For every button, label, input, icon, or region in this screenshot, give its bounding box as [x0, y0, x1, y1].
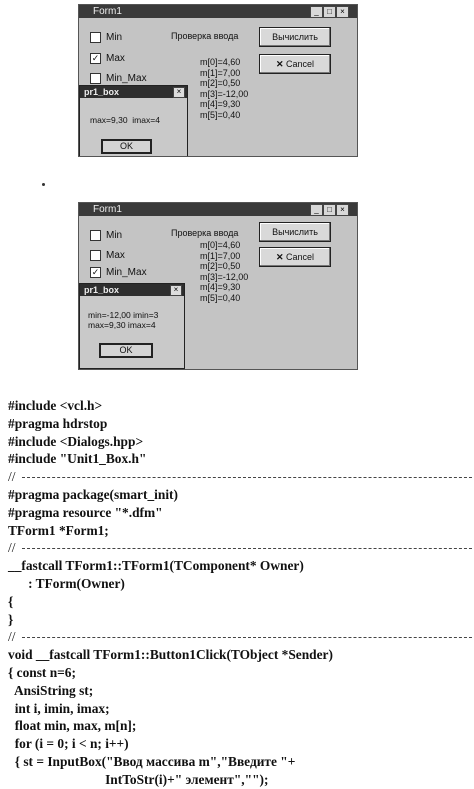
checkmark-icon: ✓ [91, 53, 100, 63]
array-item: m[2]=0,50 [200, 78, 241, 89]
code-line: for (i = 0; i < n; i++) [8, 736, 129, 752]
dialog-titlebar [80, 284, 184, 296]
array-item: m[2]=0,50 [200, 261, 241, 272]
code-separator: // [8, 539, 468, 557]
maximize-button[interactable]: □ [323, 204, 336, 216]
checkbox-max[interactable] [90, 53, 125, 65]
checkbox-label: Max [106, 53, 125, 65]
stray-dot [42, 183, 45, 186]
array-item: m[5]=0,40 [200, 292, 241, 303]
maximize-button[interactable]: □ [323, 6, 336, 18]
code-line: __fastcall TForm1::TForm1(TComponent* Owner) [8, 558, 304, 574]
array-values [200, 57, 248, 121]
compute-button[interactable]: Вычислить [259, 27, 331, 47]
ok-button[interactable]: OK [101, 139, 152, 154]
form-screenshot-2 [78, 202, 358, 370]
checkbox-label: Min_Max [106, 267, 147, 279]
code-separator: // [8, 628, 468, 646]
array-values [200, 240, 248, 304]
code-line: #pragma resource "*.dfm" [8, 504, 163, 520]
code-line: #pragma package(smart_init) [8, 486, 178, 502]
array-item: m[1]=7,00 [200, 250, 241, 261]
cancel-label: Cancel [286, 59, 315, 69]
window-title: Form1 [93, 6, 122, 17]
code-separator: // [8, 468, 468, 486]
checkbox-box [90, 73, 101, 84]
code-line: } [8, 611, 14, 627]
code-line: int i, imin, imax; [8, 700, 110, 716]
checkbox-max[interactable] [90, 250, 125, 262]
cancel-x-icon: ✕ [275, 59, 284, 69]
ok-button[interactable]: OK [99, 343, 153, 358]
dialog-title: pr1_box [84, 87, 120, 97]
code-line: { [8, 593, 14, 609]
code-line: #pragma hdrstop [8, 415, 108, 431]
checkbox-box [90, 32, 101, 43]
array-item: m[3]=-12,00 [200, 88, 249, 99]
array-item: m[4]=9,30 [200, 282, 241, 293]
checkbox-min[interactable] [90, 32, 122, 44]
dialog-result-text: max=9,30 imax=4 [90, 115, 160, 125]
code-listing [8, 397, 468, 789]
code-line: IntToStr(i)+" элемент",""); [8, 771, 269, 787]
code-line: void __fastcall TForm1::Button1Click(TObject *Sender) [8, 647, 333, 663]
window-title: Form1 [93, 204, 122, 215]
cancel-label: Cancel [286, 252, 315, 262]
check-input-label: Проверка ввода [171, 228, 239, 238]
close-button[interactable]: × [336, 204, 349, 216]
compute-button[interactable]: Вычислить [259, 222, 331, 242]
result-dialog [79, 85, 188, 157]
code-line: #include "Unit1_Box.h" [8, 451, 147, 467]
checkbox-box [90, 250, 101, 261]
code-line: { st = InputBox("Ввод массива m","Введите "+ [8, 753, 296, 769]
checkmark-icon: ✓ [91, 267, 100, 277]
cancel-x-icon: ✕ [275, 252, 284, 262]
code-line: : TForm(Owner) [8, 575, 125, 591]
array-item: m[3]=-12,00 [200, 271, 249, 282]
result-dialog [79, 283, 185, 369]
cancel-button[interactable] [259, 247, 331, 267]
dialog-close-icon[interactable]: × [173, 87, 185, 98]
checkbox-min-max[interactable] [90, 267, 147, 279]
code-line: { const n=6; [8, 664, 76, 680]
code-line: float min, max, m[n]; [8, 718, 137, 734]
dialog-close-icon[interactable]: × [170, 285, 182, 296]
minimize-button[interactable]: _ [310, 6, 323, 18]
code-line: TForm1 *Form1; [8, 522, 109, 538]
dialog-titlebar [80, 86, 187, 98]
cancel-button[interactable] [259, 54, 331, 74]
checkbox-label: Min [106, 32, 123, 44]
check-input-label: Проверка ввода [171, 31, 239, 41]
checkbox-min-max[interactable] [90, 73, 147, 85]
array-item: m[4]=9,30 [200, 99, 241, 110]
checkbox-min[interactable] [90, 230, 122, 242]
code-line: #include <vcl.h> [8, 398, 103, 413]
minimize-button[interactable]: _ [310, 204, 323, 216]
array-item: m[5]=0,40 [200, 109, 241, 120]
form-screenshot-1 [78, 4, 358, 157]
checkbox-label: Min [106, 230, 123, 242]
array-item: m[0]=4,60 [200, 57, 241, 67]
checkbox-label: Min_Max [106, 73, 147, 85]
checkbox-box [90, 230, 101, 241]
checkbox-label: Max [106, 250, 125, 262]
close-button[interactable]: × [336, 6, 349, 18]
dialog-title: pr1_box [84, 285, 120, 295]
array-item: m[1]=7,00 [200, 67, 241, 78]
code-line: #include <Dialogs.hpp> [8, 433, 144, 449]
dialog-result-line-1: min=-12,00 imin=3 [88, 310, 159, 320]
array-item: m[0]=4,60 [200, 240, 241, 250]
dialog-result-line-2: max=9,30 imax=4 [88, 320, 156, 330]
code-line: AnsiString st; [8, 682, 94, 698]
